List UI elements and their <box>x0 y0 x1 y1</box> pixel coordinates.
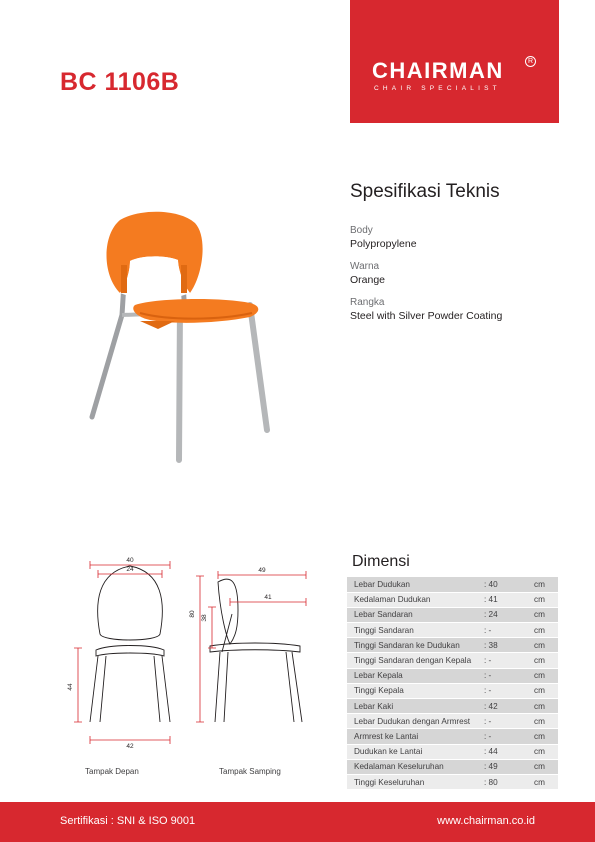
table-row <box>347 759 558 774</box>
dim-side-depth-total: 49 <box>258 567 266 574</box>
table-row <box>347 729 558 744</box>
dim-value: : - <box>484 653 534 668</box>
table-row <box>347 638 558 653</box>
dim-label: Kedalaman Dudukan <box>347 592 484 607</box>
dim-label: Tinggi Kepala <box>347 683 484 698</box>
dim-label: Tinggi Keseluruhan <box>347 774 484 789</box>
spec-value: Polypropylene <box>350 238 417 250</box>
dim-label: Tinggi Sandaran ke Dudukan <box>347 638 484 653</box>
dim-unit: cm <box>534 744 558 759</box>
table-row <box>347 699 558 714</box>
dim-label: Dudukan ke Lantai <box>347 744 484 759</box>
dim-value: : - <box>484 729 534 744</box>
dim-value: : 49 <box>484 759 534 774</box>
dimensions-title: Dimensi <box>352 553 410 570</box>
dim-value: : 41 <box>484 592 534 607</box>
technical-drawing <box>60 552 320 787</box>
brand-tagline: CHAIR SPECIALIST <box>374 85 501 92</box>
table-row <box>347 744 558 759</box>
dim-front-height: 44 <box>67 683 74 691</box>
dim-unit: cm <box>534 623 558 638</box>
dim-unit: cm <box>534 668 558 683</box>
table-row <box>347 668 558 683</box>
dim-value: : - <box>484 683 534 698</box>
dim-unit: cm <box>534 638 558 653</box>
dim-value: : 44 <box>484 744 534 759</box>
front-view-caption: Tampak Depan <box>85 767 139 776</box>
dim-side-height-back: 38 <box>201 614 208 622</box>
table-row <box>347 714 558 729</box>
dim-unit: cm <box>534 714 558 729</box>
front-view-outline <box>98 566 163 640</box>
certification-text: Sertifikasi : SNI & ISO 9001 <box>60 815 196 827</box>
table-row <box>347 774 558 789</box>
footer-bar <box>0 802 595 842</box>
dim-value: : 40 <box>484 577 534 592</box>
dimensions-table <box>347 577 558 790</box>
dim-unit: cm <box>534 699 558 714</box>
spec-item-frame <box>350 296 502 323</box>
spec-item-color <box>350 260 502 287</box>
specs-list <box>350 224 502 332</box>
dim-label: Lebar Kaki <box>347 699 484 714</box>
dim-value: : - <box>484 668 534 683</box>
table-row <box>347 592 558 607</box>
dim-unit: cm <box>534 729 558 744</box>
spec-value: Steel with Silver Powder Coating <box>350 310 503 322</box>
table-row <box>347 683 558 698</box>
spec-label: Warna <box>350 261 380 272</box>
dim-label: Kedalaman Keseluruhan <box>347 759 484 774</box>
dim-unit: cm <box>534 592 558 607</box>
spec-label: Rangka <box>350 297 385 308</box>
table-row <box>347 577 558 592</box>
side-view-caption: Tampak Samping <box>219 767 281 776</box>
dim-unit: cm <box>534 759 558 774</box>
dim-value: : - <box>484 623 534 638</box>
brand-logo <box>350 0 559 123</box>
dim-value: : 42 <box>484 699 534 714</box>
dim-label: Armrest ke Lantai <box>347 729 484 744</box>
dim-unit: cm <box>534 653 558 668</box>
dim-label: Tinggi Sandaran <box>347 623 484 638</box>
specs-title: Spesifikasi Teknis <box>350 181 500 202</box>
dim-unit: cm <box>534 774 558 789</box>
dim-value: : 38 <box>484 638 534 653</box>
dim-side-height-total: 80 <box>189 610 196 618</box>
dim-unit: cm <box>534 607 558 622</box>
dim-label: Lebar Dudukan <box>347 577 484 592</box>
dim-label: Lebar Sandaran <box>347 607 484 622</box>
dim-value: : 80 <box>484 774 534 789</box>
side-view-outline <box>218 579 238 644</box>
dim-value: : 24 <box>484 607 534 622</box>
dim-label: Tinggi Sandaran dengan Kepala <box>347 653 484 668</box>
dim-label: Lebar Kepala <box>347 668 484 683</box>
table-row <box>347 607 558 622</box>
dim-front-width-top: 40 <box>126 557 134 564</box>
dim-front-width-bottom: 42 <box>126 743 134 750</box>
spec-value: Orange <box>350 274 386 286</box>
table-row <box>347 653 558 668</box>
dim-unit: cm <box>534 577 558 592</box>
registered-mark: R <box>525 56 536 67</box>
dim-front-width-inner: 24 <box>126 566 134 573</box>
dim-value: : - <box>484 714 534 729</box>
spec-item-body <box>350 224 502 251</box>
dim-unit: cm <box>534 683 558 698</box>
website-link[interactable]: www.chairman.co.id <box>437 815 535 827</box>
brand-name: CHAIRMAN <box>372 58 504 83</box>
table-row <box>347 623 558 638</box>
dim-label: Lebar Dudukan dengan Armrest <box>347 714 484 729</box>
chair-product-photo <box>80 205 270 470</box>
spec-label: Body <box>350 225 373 236</box>
model-code: BC 1106B <box>60 68 180 96</box>
dim-side-depth-seat: 41 <box>264 594 272 601</box>
